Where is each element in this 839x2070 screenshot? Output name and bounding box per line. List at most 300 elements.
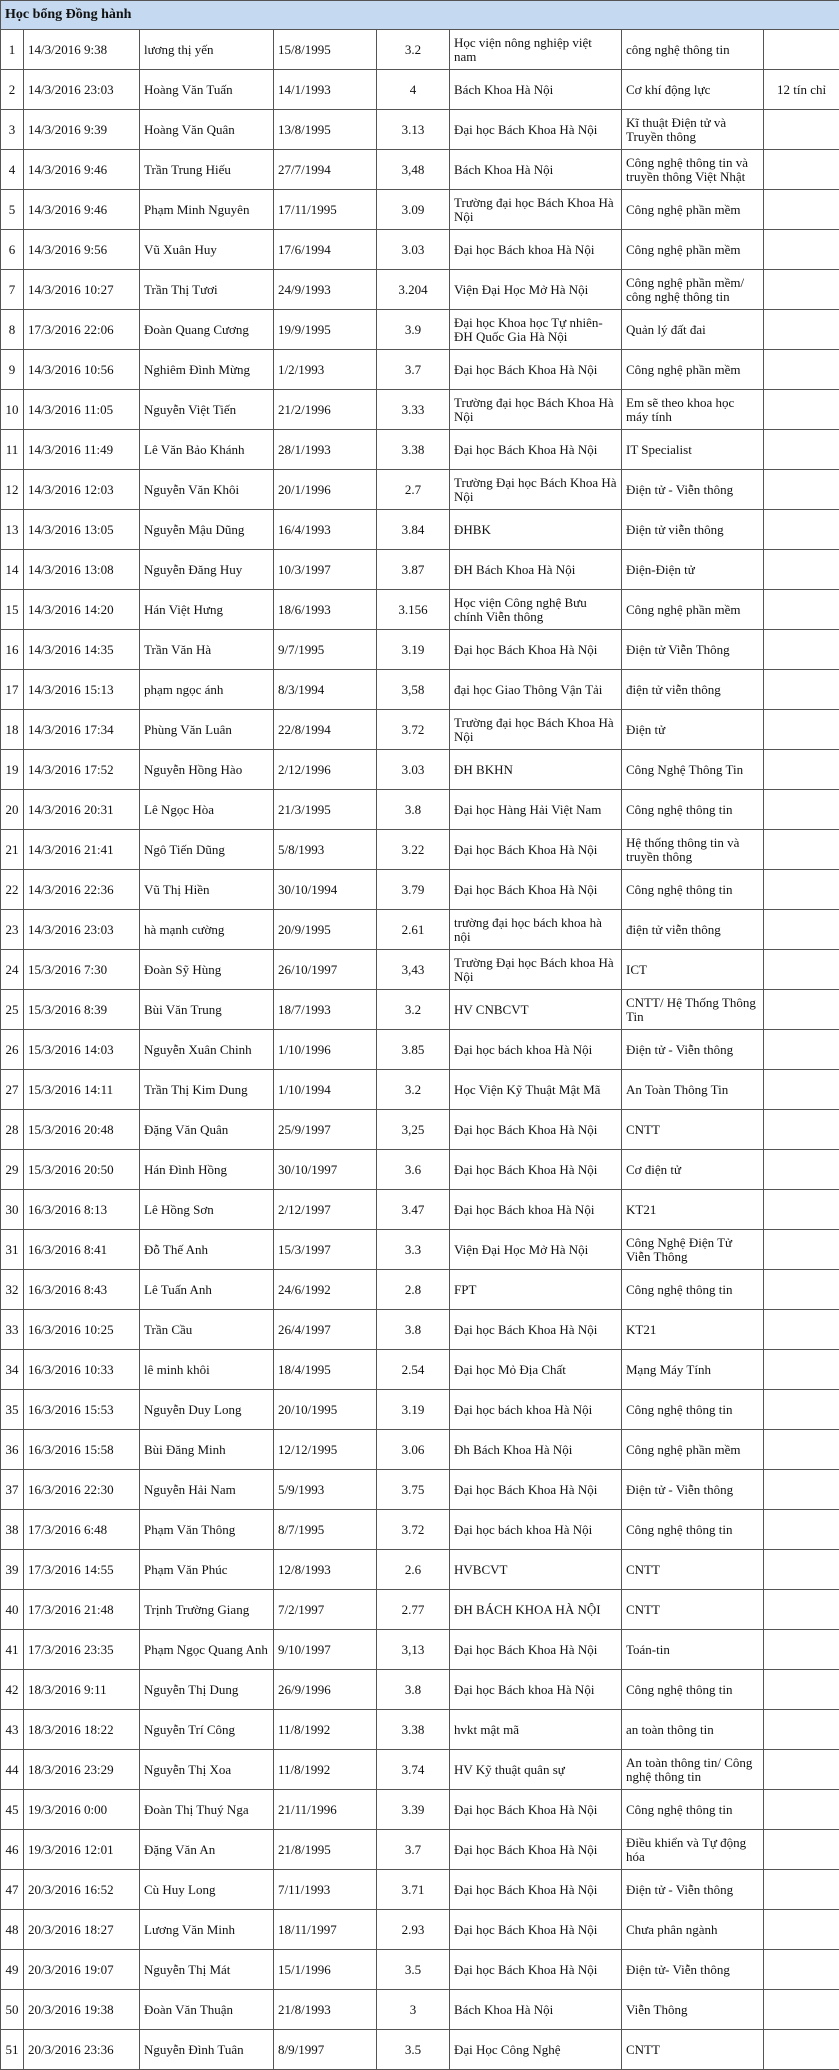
table-row [1, 150, 839, 190]
table-row [1, 350, 839, 390]
row-number: 45 [1, 1790, 24, 1830]
row-number: 9 [1, 350, 24, 390]
major: điện tử viễn thông [622, 670, 764, 710]
gpa: 2.54 [377, 1350, 450, 1390]
submitted-time: 16/3/2016 10:25 [24, 1310, 140, 1350]
university: FPT [450, 1270, 622, 1310]
university: Đại học Bách Khoa Hà Nội [450, 1790, 622, 1830]
date-of-birth: 26/9/1996 [274, 1670, 377, 1710]
note [764, 990, 839, 1030]
full-name: hà mạnh cường [140, 910, 274, 950]
date-of-birth: 26/10/1997 [274, 950, 377, 990]
major: Công nghệ phần mềm [622, 1430, 764, 1470]
gpa: 3.8 [377, 1670, 450, 1710]
major: Điện tử - Viễn thông [622, 1030, 764, 1070]
submitted-time: 20/3/2016 19:07 [24, 1950, 140, 1990]
submitted-time: 14/3/2016 10:27 [24, 270, 140, 310]
major: an toàn thông tin [622, 1710, 764, 1750]
university: Đại học Bách Khoa Hà Nội [450, 430, 622, 470]
university: Đại học Bách Khoa Hà Nội [450, 1870, 622, 1910]
university: Trường đại học Bách Khoa Hà Nội [450, 710, 622, 750]
date-of-birth: 11/8/1992 [274, 1710, 377, 1750]
major: Công nghệ phần mềm [622, 590, 764, 630]
table-row [1, 1870, 839, 1910]
gpa: 3.71 [377, 1870, 450, 1910]
major: Hệ thống thông tin và truyền thông [622, 830, 764, 870]
note [764, 270, 839, 310]
full-name: Lương Văn Minh [140, 1910, 274, 1950]
university: Đại học bách khoa Hà Nội [450, 1030, 622, 1070]
gpa: 3,13 [377, 1630, 450, 1670]
major: CNTT [622, 2030, 764, 2070]
university: Đại học Bách Khoa Hà Nội [450, 1950, 622, 1990]
row-number: 39 [1, 1550, 24, 1590]
note [764, 310, 839, 350]
date-of-birth: 8/7/1995 [274, 1510, 377, 1550]
major: Điện tử [622, 710, 764, 750]
full-name: Đoàn Thị Thuý Nga [140, 1790, 274, 1830]
note [764, 1870, 839, 1910]
major: KT21 [622, 1310, 764, 1350]
note [764, 1310, 839, 1350]
table-row [1, 1350, 839, 1390]
submitted-time: 18/3/2016 18:22 [24, 1710, 140, 1750]
submitted-time: 14/3/2016 11:49 [24, 430, 140, 470]
submitted-time: 15/3/2016 8:39 [24, 990, 140, 1030]
row-number: 51 [1, 2030, 24, 2070]
submitted-time: 14/3/2016 12:03 [24, 470, 140, 510]
submitted-time: 14/3/2016 9:39 [24, 110, 140, 150]
submitted-time: 16/3/2016 10:33 [24, 1350, 140, 1390]
note [764, 1110, 839, 1150]
submitted-time: 17/3/2016 22:06 [24, 310, 140, 350]
row-number: 24 [1, 950, 24, 990]
gpa: 3.204 [377, 270, 450, 310]
major: CNTT [622, 1110, 764, 1150]
table-row [1, 950, 839, 990]
gpa: 3.39 [377, 1790, 450, 1830]
major: Toán-tin [622, 1630, 764, 1670]
date-of-birth: 16/4/1993 [274, 510, 377, 550]
submitted-time: 16/3/2016 8:13 [24, 1190, 140, 1230]
submitted-time: 15/3/2016 14:11 [24, 1070, 140, 1110]
full-name: Vũ Thị Hiền [140, 870, 274, 910]
university: đại học Giao Thông Vận Tải [450, 670, 622, 710]
submitted-time: 18/3/2016 23:29 [24, 1750, 140, 1790]
table-row [1, 1270, 839, 1310]
row-number: 15 [1, 590, 24, 630]
row-number: 48 [1, 1910, 24, 1950]
major: Viễn Thông [622, 1990, 764, 2030]
table-row [1, 870, 839, 910]
gpa: 3.33 [377, 390, 450, 430]
major: Công nghệ thông tin [622, 790, 764, 830]
university: Đại học Bách Khoa Hà Nội [450, 830, 622, 870]
full-name: Trần Văn Hà [140, 630, 274, 670]
row-number: 17 [1, 670, 24, 710]
major: Công Nghệ Thông Tin [622, 750, 764, 790]
row-number: 5 [1, 190, 24, 230]
full-name: Lê Ngọc Hòa [140, 790, 274, 830]
full-name: Đoàn Văn Thuận [140, 1990, 274, 2030]
full-name: Trần Cầu [140, 1310, 274, 1350]
full-name: phạm ngọc ánh [140, 670, 274, 710]
table-row [1, 910, 839, 950]
table-row [1, 1310, 839, 1350]
date-of-birth: 24/6/1992 [274, 1270, 377, 1310]
note [764, 830, 839, 870]
full-name: Nguyễn Trí Công [140, 1710, 274, 1750]
major: điện tử viễn thông [622, 910, 764, 950]
gpa: 3,48 [377, 150, 450, 190]
full-name: Ngô Tiến Dũng [140, 830, 274, 870]
gpa: 3,43 [377, 950, 450, 990]
date-of-birth: 30/10/1997 [274, 1150, 377, 1190]
row-number: 47 [1, 1870, 24, 1910]
full-name: Đoàn Quang Cương [140, 310, 274, 350]
note [764, 1790, 839, 1830]
university: trường đại học bách khoa hà nội [450, 910, 622, 950]
university: Đại học bách khoa Hà Nội [450, 1390, 622, 1430]
date-of-birth: 18/6/1993 [274, 590, 377, 630]
full-name: Phạm Minh Nguyên [140, 190, 274, 230]
gpa: 4 [377, 70, 450, 110]
table-row [1, 1910, 839, 1950]
full-name: Bùi Đăng Minh [140, 1430, 274, 1470]
gpa: 3.2 [377, 1070, 450, 1110]
university: ĐH BÁCH KHOA HÀ NỘI [450, 1590, 622, 1630]
date-of-birth: 14/1/1993 [274, 70, 377, 110]
gpa: 3.87 [377, 550, 450, 590]
full-name: Trần Thị Tươi [140, 270, 274, 310]
full-name: Phạm Văn Phúc [140, 1550, 274, 1590]
university: Học viện nông nghiệp việt nam [450, 30, 622, 70]
gpa: 2.77 [377, 1590, 450, 1630]
row-number: 4 [1, 150, 24, 190]
gpa: 3.13 [377, 110, 450, 150]
submitted-time: 15/3/2016 20:48 [24, 1110, 140, 1150]
major: CNTT/ Hệ Thống Thông Tin [622, 990, 764, 1030]
date-of-birth: 26/4/1997 [274, 1310, 377, 1350]
row-number: 23 [1, 910, 24, 950]
full-name: Hoàng Văn Tuấn [140, 70, 274, 110]
table-title: Học bổng Đồng hành [1, 1, 839, 30]
major: Điện tử - Viễn thông [622, 470, 764, 510]
row-number: 7 [1, 270, 24, 310]
note [764, 1230, 839, 1270]
row-number: 35 [1, 1390, 24, 1430]
note [764, 750, 839, 790]
row-number: 2 [1, 70, 24, 110]
major: An toàn thông tin/ Công nghệ thông tin [622, 1750, 764, 1790]
date-of-birth: 8/9/1997 [274, 2030, 377, 2070]
row-number: 14 [1, 550, 24, 590]
date-of-birth: 15/3/1997 [274, 1230, 377, 1270]
major: Quản lý đất đai [622, 310, 764, 350]
gpa: 3.156 [377, 590, 450, 630]
gpa: 3.38 [377, 1710, 450, 1750]
note [764, 390, 839, 430]
date-of-birth: 9/7/1995 [274, 630, 377, 670]
date-of-birth: 10/3/1997 [274, 550, 377, 590]
date-of-birth: 21/2/1996 [274, 390, 377, 430]
submitted-time: 17/3/2016 14:55 [24, 1550, 140, 1590]
date-of-birth: 1/2/1993 [274, 350, 377, 390]
table-row [1, 710, 839, 750]
row-number: 30 [1, 1190, 24, 1230]
table-row [1, 790, 839, 830]
full-name: Cù Huy Long [140, 1870, 274, 1910]
table-row [1, 110, 839, 150]
table-row [1, 1030, 839, 1070]
submitted-time: 14/3/2016 9:56 [24, 230, 140, 270]
note [764, 1630, 839, 1670]
gpa: 2.61 [377, 910, 450, 950]
date-of-birth: 9/10/1997 [274, 1630, 377, 1670]
date-of-birth: 27/7/1994 [274, 150, 377, 190]
date-of-birth: 18/4/1995 [274, 1350, 377, 1390]
submitted-time: 14/3/2016 14:20 [24, 590, 140, 630]
table-row [1, 1430, 839, 1470]
table-row [1, 1470, 839, 1510]
full-name: Nguyễn Đăng Huy [140, 550, 274, 590]
university: Đại học Bách khoa Hà Nội [450, 1670, 622, 1710]
date-of-birth: 18/7/1993 [274, 990, 377, 1030]
university: Bách Khoa Hà Nội [450, 150, 622, 190]
submitted-time: 14/3/2016 17:52 [24, 750, 140, 790]
date-of-birth: 12/12/1995 [274, 1430, 377, 1470]
gpa: 3.09 [377, 190, 450, 230]
university: Đại học Bách Khoa Hà Nội [450, 1830, 622, 1870]
university: Đại học Bách Khoa Hà Nội [450, 1630, 622, 1670]
date-of-birth: 13/8/1995 [274, 110, 377, 150]
note [764, 430, 839, 470]
row-number: 31 [1, 1230, 24, 1270]
gpa: 3.84 [377, 510, 450, 550]
submitted-time: 17/3/2016 6:48 [24, 1510, 140, 1550]
full-name: Đoàn Sỹ Hùng [140, 950, 274, 990]
row-number: 49 [1, 1950, 24, 1990]
full-name: Đặng Văn Quân [140, 1110, 274, 1150]
full-name: Nguyễn Thị Dung [140, 1670, 274, 1710]
full-name: Trịnh Trường Giang [140, 1590, 274, 1630]
table-row [1, 1830, 839, 1870]
row-number: 6 [1, 230, 24, 270]
university: Đại Học Công Nghệ [450, 2030, 622, 2070]
submitted-time: 14/3/2016 20:31 [24, 790, 140, 830]
gpa: 3.75 [377, 1470, 450, 1510]
gpa: 3.03 [377, 230, 450, 270]
table-row [1, 1190, 839, 1230]
note [764, 350, 839, 390]
university: ĐH Bách Khoa Hà Nội [450, 550, 622, 590]
gpa: 3.2 [377, 30, 450, 70]
submitted-time: 20/3/2016 16:52 [24, 1870, 140, 1910]
major: Công nghệ phần mềm/ công nghệ thông tin [622, 270, 764, 310]
full-name: Hán Việt Hưng [140, 590, 274, 630]
note: 12 tín chỉ [764, 70, 839, 110]
row-number: 20 [1, 790, 24, 830]
table-row [1, 990, 839, 1030]
submitted-time: 14/3/2016 9:46 [24, 190, 140, 230]
submitted-time: 14/3/2016 22:36 [24, 870, 140, 910]
university: HV CNBCVT [450, 990, 622, 1030]
major: Cơ khí động lực [622, 70, 764, 110]
submitted-time: 14/3/2016 9:46 [24, 150, 140, 190]
table-row [1, 1150, 839, 1190]
major: Điện tử viễn thông [622, 510, 764, 550]
row-number: 29 [1, 1150, 24, 1190]
date-of-birth: 28/1/1993 [274, 430, 377, 470]
note [764, 1590, 839, 1630]
gpa: 3.38 [377, 430, 450, 470]
gpa: 3.79 [377, 870, 450, 910]
note [764, 1270, 839, 1310]
gpa: 3.9 [377, 310, 450, 350]
major: Công nghệ thông tin [622, 870, 764, 910]
major: Điện tử - Viễn thông [622, 1470, 764, 1510]
full-name: Nguyễn Hồng Hào [140, 750, 274, 790]
row-number: 28 [1, 1110, 24, 1150]
university: Trường Đại học Bách Khoa Hà Nội [450, 470, 622, 510]
gpa: 2.93 [377, 1910, 450, 1950]
submitted-time: 16/3/2016 22:30 [24, 1470, 140, 1510]
university: Đại học Bách khoa Hà Nội [450, 1190, 622, 1230]
table-row [1, 510, 839, 550]
major: Điện-Điện tử [622, 550, 764, 590]
university: Đại học Bách Khoa Hà Nội [450, 870, 622, 910]
row-number: 32 [1, 1270, 24, 1310]
full-name: Đỗ Thế Anh [140, 1230, 274, 1270]
table-row [1, 1230, 839, 1270]
major: Mạng Máy Tính [622, 1350, 764, 1390]
date-of-birth: 8/3/1994 [274, 670, 377, 710]
major: Công nghệ thông tin [622, 1790, 764, 1830]
date-of-birth: 7/2/1997 [274, 1590, 377, 1630]
row-number: 38 [1, 1510, 24, 1550]
submitted-time: 14/3/2016 13:08 [24, 550, 140, 590]
major: CNTT [622, 1550, 764, 1590]
university: HV Kỹ thuật quân sự [450, 1750, 622, 1790]
full-name: Nguyễn Việt Tiến [140, 390, 274, 430]
table-row [1, 1390, 839, 1430]
table-row [1, 630, 839, 670]
date-of-birth: 19/9/1995 [274, 310, 377, 350]
full-name: lương thị yến [140, 30, 274, 70]
university: Trường đại học Bách Khoa Hà Nội [450, 390, 622, 430]
submitted-time: 19/3/2016 0:00 [24, 1790, 140, 1830]
full-name: Phạm Ngọc Quang Anh [140, 1630, 274, 1670]
submitted-time: 20/3/2016 23:36 [24, 2030, 140, 2070]
submitted-time: 16/3/2016 8:43 [24, 1270, 140, 1310]
note [764, 790, 839, 830]
submitted-time: 18/3/2016 9:11 [24, 1670, 140, 1710]
full-name: Nghiêm Đình Mừng [140, 350, 274, 390]
note [764, 1470, 839, 1510]
university: hvkt mật mã [450, 1710, 622, 1750]
date-of-birth: 21/8/1993 [274, 1990, 377, 2030]
major: công nghệ thông tin [622, 30, 764, 70]
row-number: 44 [1, 1750, 24, 1790]
row-number: 46 [1, 1830, 24, 1870]
date-of-birth: 15/8/1995 [274, 30, 377, 70]
university: Bách Khoa Hà Nội [450, 70, 622, 110]
full-name: Trần Trung Hiếu [140, 150, 274, 190]
table-row [1, 430, 839, 470]
gpa: 2.6 [377, 1550, 450, 1590]
major: Công Nghệ Điện Tử Viễn Thông [622, 1230, 764, 1270]
note [764, 1350, 839, 1390]
note [764, 1830, 839, 1870]
row-number: 37 [1, 1470, 24, 1510]
university: Đại học Bách khoa Hà Nội [450, 230, 622, 270]
submitted-time: 14/3/2016 15:13 [24, 670, 140, 710]
note [764, 1510, 839, 1550]
full-name: Lê Tuấn Anh [140, 1270, 274, 1310]
table-row [1, 1990, 839, 2030]
gpa: 3 [377, 1990, 450, 2030]
full-name: Hán Đình Hồng [140, 1150, 274, 1190]
row-number: 11 [1, 430, 24, 470]
submitted-time: 16/3/2016 15:58 [24, 1430, 140, 1470]
submitted-time: 14/3/2016 23:03 [24, 910, 140, 950]
date-of-birth: 20/1/1996 [274, 470, 377, 510]
gpa: 3.8 [377, 1310, 450, 1350]
university: Đại học Mỏ Địa Chất [450, 1350, 622, 1390]
university: Đại học Bách Khoa Hà Nội [450, 1150, 622, 1190]
date-of-birth: 20/10/1995 [274, 1390, 377, 1430]
major: CNTT [622, 1590, 764, 1630]
note [764, 1670, 839, 1710]
university: Đại học Hàng Hải Việt Nam [450, 790, 622, 830]
university: Viện Đại Học Mở Hà Nội [450, 270, 622, 310]
major: Công nghệ thông tin [622, 1270, 764, 1310]
university: Đại học Bách Khoa Hà Nội [450, 1110, 622, 1150]
row-number: 8 [1, 310, 24, 350]
date-of-birth: 18/11/1997 [274, 1910, 377, 1950]
date-of-birth: 24/9/1993 [274, 270, 377, 310]
submitted-time: 14/3/2016 13:05 [24, 510, 140, 550]
major: Kĩ thuật Điện tử và Truyền thông [622, 110, 764, 150]
note [764, 670, 839, 710]
note [764, 1390, 839, 1430]
university: Học Viện Kỹ Thuật Mật Mã [450, 1070, 622, 1110]
submitted-time: 20/3/2016 18:27 [24, 1910, 140, 1950]
date-of-birth: 30/10/1994 [274, 870, 377, 910]
row-number: 13 [1, 510, 24, 550]
submitted-time: 16/3/2016 15:53 [24, 1390, 140, 1430]
date-of-birth: 11/8/1992 [274, 1750, 377, 1790]
full-name: Hoàng Văn Quân [140, 110, 274, 150]
major: Chưa phân ngành [622, 1910, 764, 1950]
gpa: 3.3 [377, 1230, 450, 1270]
gpa: 3.8 [377, 790, 450, 830]
full-name: Lê Văn Bảo Khánh [140, 430, 274, 470]
gpa: 3.72 [377, 1510, 450, 1550]
full-name: Phạm Văn Thông [140, 1510, 274, 1550]
note [764, 1070, 839, 1110]
full-name: lê minh khôi [140, 1350, 274, 1390]
date-of-birth: 1/10/1994 [274, 1070, 377, 1110]
note [764, 710, 839, 750]
table-row [1, 550, 839, 590]
university: Đh Bách Khoa Hà Nội [450, 1430, 622, 1470]
submitted-time: 15/3/2016 20:50 [24, 1150, 140, 1190]
note [764, 1990, 839, 2030]
full-name: Phùng Văn Luân [140, 710, 274, 750]
submitted-time: 16/3/2016 8:41 [24, 1230, 140, 1270]
major: IT Specialist [622, 430, 764, 470]
